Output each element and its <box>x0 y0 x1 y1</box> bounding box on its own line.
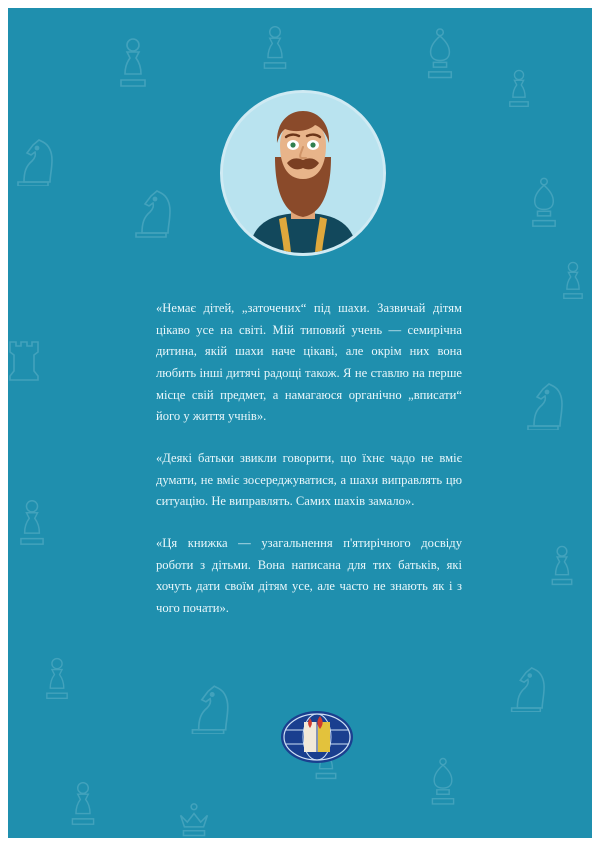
chess-rook-icon <box>8 338 42 384</box>
chess-pawn-icon <box>260 24 290 70</box>
chess-pawn-icon <box>560 260 586 300</box>
chess-queen-icon <box>176 802 212 838</box>
author-portrait <box>220 90 386 256</box>
chess-knight-icon <box>184 680 230 734</box>
chess-pawn-icon <box>548 544 576 586</box>
chess-pawn-icon <box>42 656 72 700</box>
chess-knight-icon <box>10 134 54 186</box>
publisher-logo <box>280 708 354 766</box>
chess-pawn-icon <box>16 498 48 546</box>
quotes-block <box>156 298 462 620</box>
chess-bishop-icon <box>428 756 458 806</box>
chess-pawn-icon <box>68 780 98 826</box>
chess-bishop-icon <box>528 176 560 228</box>
chess-knight-icon <box>128 184 172 238</box>
cover-panel <box>8 8 592 838</box>
chess-pawn-icon <box>116 36 150 88</box>
chess-pawn-icon <box>506 68 532 108</box>
chess-knight-icon <box>504 662 546 712</box>
chess-knight-icon <box>520 378 564 430</box>
publisher-emblem-icon <box>280 708 354 766</box>
chess-bishop-icon <box>424 26 456 80</box>
quote-paragraph-3: «Ця книжка — узагальнення п'ятирічного досвіду роботи з дітьми. Вона написана для тих батьків, які хочуть дати своїм дітям усе, але часто не знають як і з чого почати». <box>156 535 462 615</box>
quote-paragraph-2: «Деякі батьки звикли говорити, що їхнє чадо не вміє думати, не вміє зосереджуватися, а шахи виправлять цю ситуацію. Не виправлять. Самих шахів замало». <box>156 450 462 509</box>
quote-paragraph-1: «Немає дітей, „заточених“ під шахи. Зазвичай дітям цікаво усе на світі. Мій типовий учень — семирічна дитина, якій шахи наче цікаві, але окрім них вона любить інші дитячі радощі також. Я не ставлю на перше місце свій предмет, а намагаюся органічно „вписати“ його у життя учнів». <box>156 301 462 424</box>
portrait-illustration <box>223 93 383 253</box>
